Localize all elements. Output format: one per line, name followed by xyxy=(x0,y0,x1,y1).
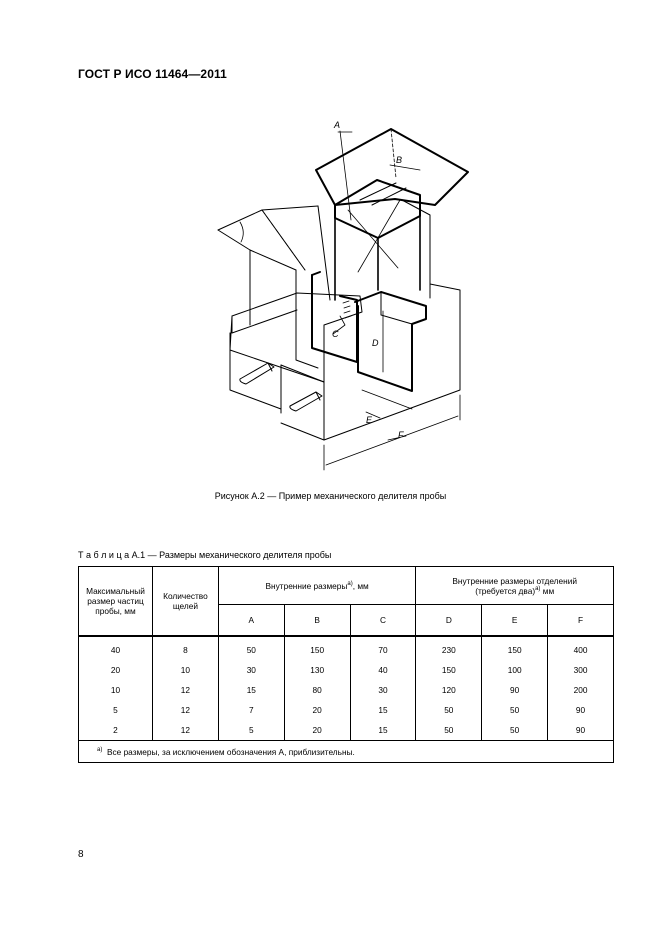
table-row: 10 12 15 80 30 120 90 200 xyxy=(79,680,614,700)
table-row: 2 12 5 20 15 50 50 90 xyxy=(79,720,614,741)
label-e: E xyxy=(366,415,373,425)
header-inner-dimensions: Внутренние размеры$^{а)}$, мм xyxy=(218,567,416,605)
column-letter: F xyxy=(548,605,614,636)
table-row: 40 8 50 150 70 230 150 400 xyxy=(79,637,614,661)
label-c: C xyxy=(332,329,339,339)
column-letter: A xyxy=(218,605,284,636)
column-letter: D xyxy=(416,605,482,636)
document-header-title: ГОСТ Р ИСО 11464—2011 xyxy=(78,67,227,81)
table-row: 5 12 7 20 15 50 50 90 xyxy=(79,700,614,720)
column-letter: C xyxy=(350,605,416,636)
figure-caption: Рисунок А.2 — Пример механического делителя пробы xyxy=(214,491,447,501)
hopper xyxy=(316,129,468,220)
label-b: B xyxy=(396,155,403,165)
riffle-divider-drawing xyxy=(210,112,485,477)
footnote-ref: а) xyxy=(347,580,353,587)
header-compartment-dimensions: Внутренние размеры отделений (требуется два)$^{а)}$ мм xyxy=(416,567,614,605)
table-footnote xyxy=(79,741,614,763)
riffle-slots xyxy=(335,180,430,300)
header-max-particle-size: Максимальный размер частиц пробы, мм xyxy=(79,567,153,636)
dimension-lines xyxy=(230,132,460,470)
label-d: D xyxy=(372,338,379,348)
column-letter: B xyxy=(284,605,350,636)
riffle-divider-svg xyxy=(210,112,485,477)
footnote-text: Все размеры, за исключением обозначения А, приблизительны. xyxy=(106,746,355,757)
table-row: 20 10 30 130 40 150 100 300 xyxy=(79,660,614,680)
footnote-ref: а) xyxy=(535,585,541,592)
header-slot-count: Количество щелей xyxy=(152,567,218,636)
page-number: 8 xyxy=(78,849,84,860)
dimensions-table xyxy=(78,566,614,763)
label-a: A xyxy=(334,120,341,130)
column-letter: E xyxy=(482,605,548,636)
footnote-mark: а) xyxy=(97,746,103,753)
upper-chute-body xyxy=(218,206,330,368)
label-f: F xyxy=(398,430,404,440)
table-title: Т а б л и ц а А.1 — Размеры механического делителя пробы xyxy=(78,550,332,560)
